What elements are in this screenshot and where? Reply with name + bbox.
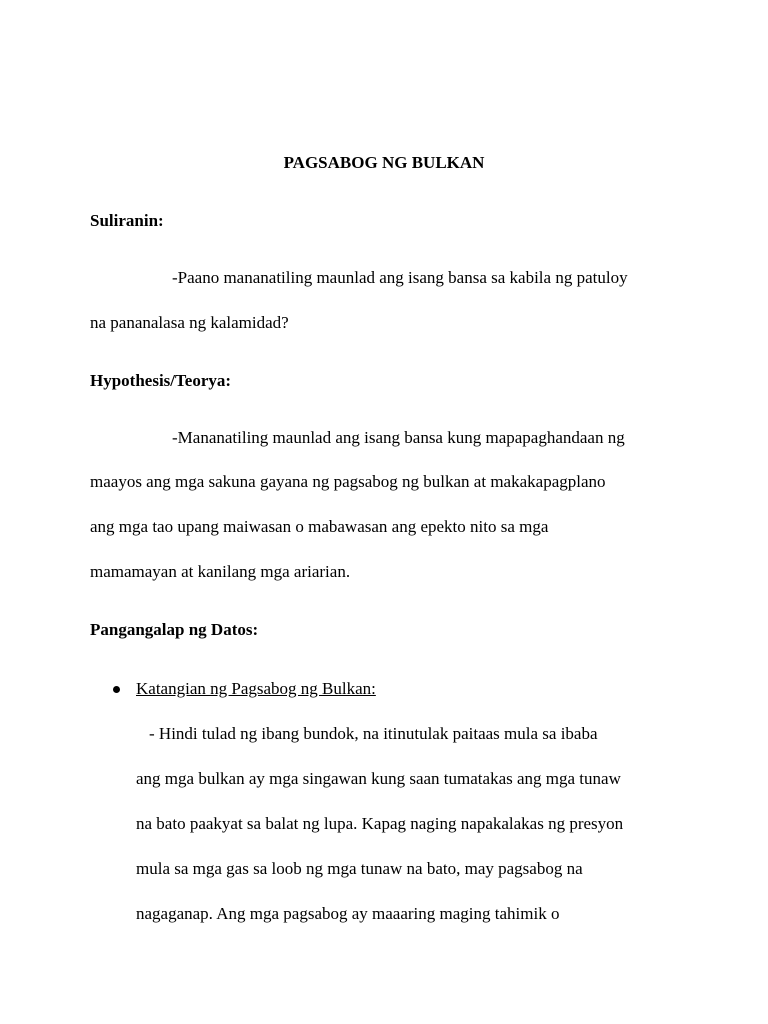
hypothesis-heading: Hypothesis/Teorya: <box>90 371 232 390</box>
bullet-icon <box>113 686 120 693</box>
bullet-line-2: ang mga bulkan ay mga singawan kung saan tumatakas ang mga tunaw <box>136 769 621 788</box>
hypothesis-line-3: ang mga tao upang maiwasan o mabawasan ang epekto nito sa mga <box>90 517 549 536</box>
bullet-line-4: mula sa mga gas sa loob ng mga tunaw na bato, may pagsabog na <box>136 859 583 878</box>
hypothesis-line-4: mamamayan at kanilang mga ariarian. <box>90 562 351 581</box>
suliranin-line-1: -Paano mananatiling maunlad ang isang bansa sa kabila ng patuloy <box>172 268 628 287</box>
hypothesis-line-2: maayos ang mga sakuna gayana ng pagsabog ng bulkan at makakapagplano <box>90 472 606 491</box>
document-title: PAGSABOG NG BULKAN <box>283 153 485 172</box>
suliranin-heading: Suliranin: <box>90 211 164 230</box>
suliranin-line-2: na pananalasa ng kalamidad? <box>90 313 289 332</box>
pangangalap-heading: Pangangalap ng Datos: <box>90 620 259 639</box>
bullet-line-3: na bato paakyat sa balat ng lupa. Kapag naging napakalakas ng presyon <box>136 814 624 833</box>
bullet-line-5: nagaganap. Ang mga pagsabog ay maaaring maging tahimik o <box>136 904 560 923</box>
bullet-label: Katangian ng Pagsabog ng Bulkan: <box>136 679 376 698</box>
hypothesis-line-1: -Mananatiling maunlad ang isang bansa kung mapapaghandaan ng <box>172 428 625 447</box>
bullet-line-1: - Hindi tulad ng ibang bundok, na itinutulak paitaas mula sa ibaba <box>149 724 598 743</box>
